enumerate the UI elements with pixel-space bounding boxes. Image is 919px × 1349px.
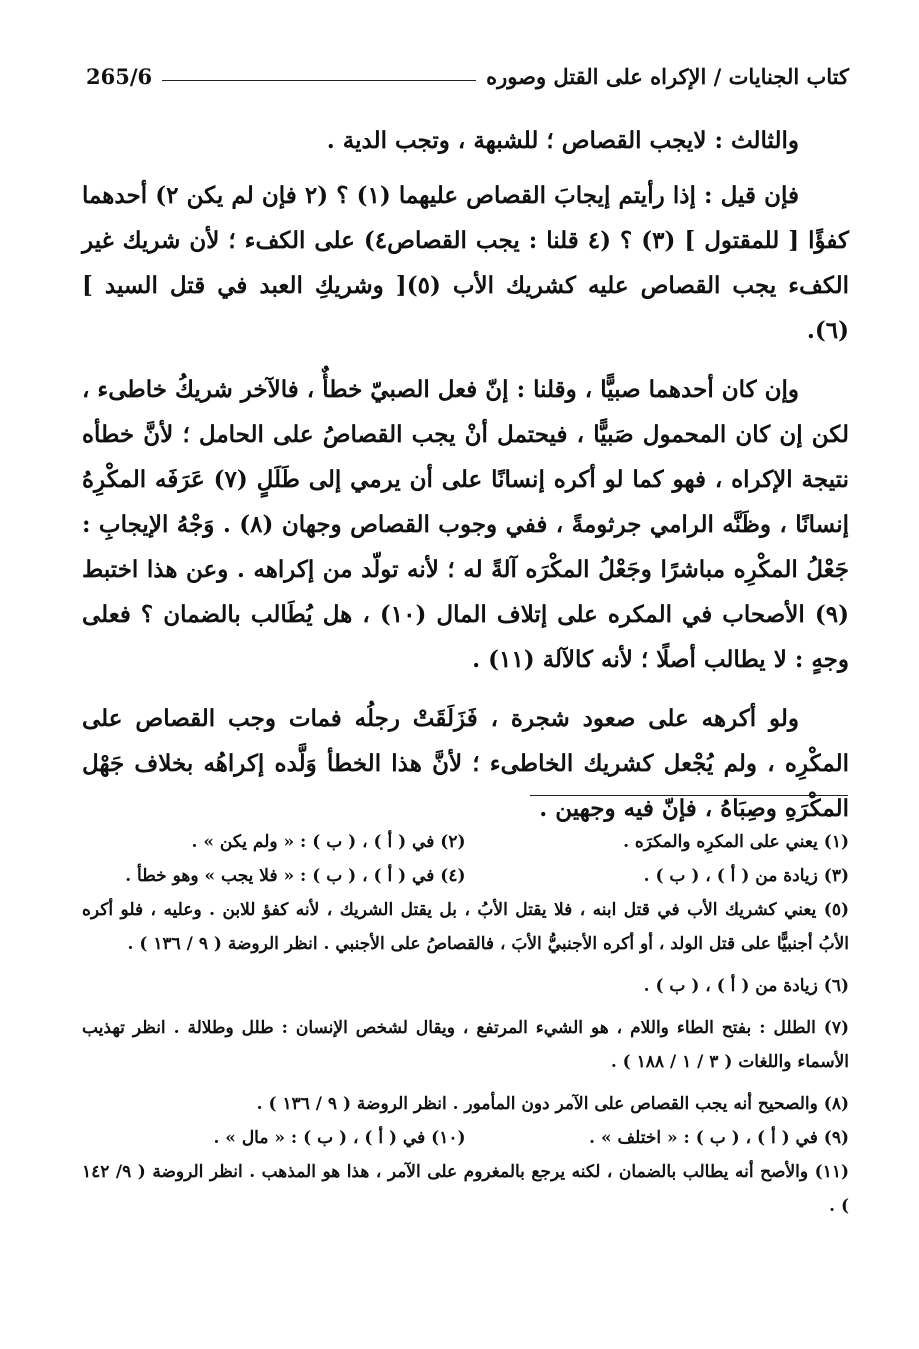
- footnote-10: (١٠) في ( أ ) ، ( ب ) : « مال » .: [213, 1128, 466, 1148]
- footnote-4: (٤) في ( أ ) ، ( ب ) : « فلا يجب » وهو خطأ .: [125, 866, 466, 886]
- page-number: 265/6: [86, 63, 153, 89]
- paragraph-4: ولو أكرهه على صعود شجرة ، فَزَلَقَتْ رجلُه فمات وجب القصاص على المكْرِه ، ولم يُجْعل كشريك الخاطىء ؛ لأنَّ هذا الخطأ وَلَّده إكراهُه بخلاف جَهْل المكْرَهِ وصِبَاهُ ، فإنّ فيه وجهين .: [82, 705, 849, 822]
- footnote-8: (٨) والصحيح أنه يجب القصاص على الآمر دون المأمور . انظر الروضة ( ٩ / ١٣٦ ) .: [256, 1094, 849, 1114]
- footnote-9: (٩) في ( أ ) ، ( ب ) : « اختلف » .: [589, 1128, 849, 1148]
- paragraph-2: فإن قيل : إذا رأيتم إيجابَ القصاص عليهما (١) ؟ (٢ فإن لم يكن ٢) أحدهما كفؤًا [ للمقتول ] (٣) ؟ (٤ قلنا : يجب القصاص٤) على الكفء ؛ لأن شريك غير الكفء يجب القصاص عليه كشريك الأب (٥)[ وشريكِ العبد في قتل السيد ] (٦).: [82, 182, 849, 344]
- footnote-row: [82, 1121, 849, 1155]
- chapter-title: كتاب الجنايات / الإكراه على القتل وصوره: [486, 63, 849, 89]
- footnote-row: [82, 859, 849, 893]
- main-text: [82, 118, 849, 845]
- paragraph-3: وإن كان أحدهما صبيًّا ، وقلنا : إنّ فعل الصبيّ خطأٌ ، فالآخر شريكُ خاطىء ، لكن إن كان المحمول صَبيًّا ، فيحتمل أنْ يجب القصاصُ على الحامل ؛ لأنَّ خطأه نتيجة الإكراه ، فهو كما لو أكره إنسانًا على أن يرمي إلى طَلَلٍ (٧) عَرَفَه المكْرِهُ إنسانًا ، وظَنَّه الرامي جرثومةً ، ففي وجوب القصاص وجهان (٨) . وَجْهُ الإيجابِ : جَعْلُ المكْرِه مباشرًا وجَعْلُ المكْرَه آلةً له ؛ لأنه تولّد من إكراهه . وعن هذا اختبط (٩) الأصحاب في المكره على إتلاف المال (١٠) ، هل يُطَالب بالضمان ؟ فعلى وجهٍ : لا يطالب أصلًا ؛ لأنه كالآلة (١١) .: [82, 376, 849, 673]
- footnote-1: (١) يعني على المكرِه والمكرَه .: [623, 832, 849, 852]
- header-rule: [162, 80, 476, 81]
- footnote-6: (٦) زيادة من ( أ ) ، ( ب ) .: [643, 976, 849, 996]
- running-header: [86, 58, 849, 94]
- footnote-7: (٧) الطلل : بفتح الطاء واللام ، هو الشيء المرتفع ، ويقال لشخص الإنسان : طلل وطلالة . انظر تهذيب الأسماء واللغات ( ٣ / ١ / ١٨٨ ) .: [82, 1018, 849, 1072]
- footnotes: [82, 825, 849, 1223]
- footnote-2: (٢) في ( أ ) ، ( ب ) : « ولم يكن » .: [191, 832, 466, 852]
- footnote-11: (١١) والأصح أنه يطالب بالضمان ، لكنه يرجع بالمغروم على الآمر ، هذا هو المذهب . انظر الروضة ( ٩/ ١٤٢ ) .: [82, 1162, 849, 1216]
- footnote-separator: [530, 795, 848, 796]
- footnote-3: (٣) زيادة من ( أ ) ، ( ب ) .: [643, 866, 849, 886]
- footnote-5: (٥) يعني كشريك الأب في قتل ابنه ، فلا يقتل الأبُ ، بل يقتل الشريك ، لأنه كفؤ للابن . وعليه ، فلو أكره الأبُ أجنبيًّا على قتل الولد ، أو أكره الأجنبيُّ الأبَ ، فالقصاصُ على الأجنبي . انظر الروضة ( ٩ / ١٣٦ ) .: [82, 900, 849, 954]
- paragraph-1: والثالث : لايجب القصاص ؛ للشبهة ، وتجب الدية .: [326, 127, 799, 154]
- footnote-row: [82, 825, 849, 859]
